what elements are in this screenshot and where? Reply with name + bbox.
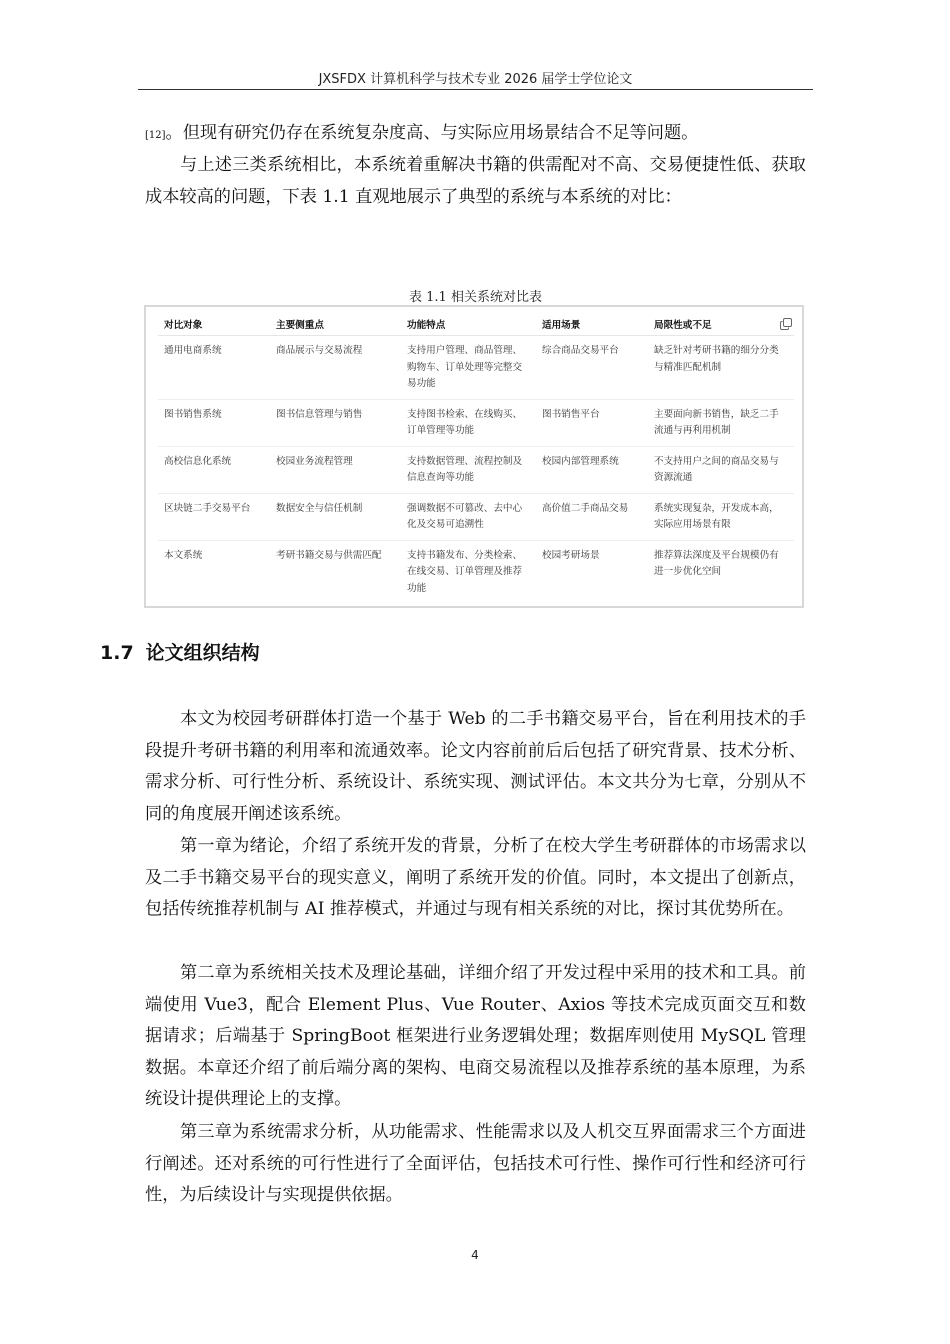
header-cell-scenario: 适用场景 [536, 313, 648, 336]
table-cell: 图书销售系统 [158, 399, 270, 446]
table-cell: 商品展示与交易流程 [270, 336, 401, 400]
body-paragraph-3: 第二章为系统相关技术及理论基础，详细介绍了开发过程中采用的技术和工具。前端使用 Vue3，配合 Element Plus、Vue Router、Axios 等技术完成页面交互和数据请求；后端基于 SpringBoot 框架进行业务逻辑处理；数据库则使用 MySQL 管理数据。本章还介绍了前后端分离的架构、电商交易流程以及推荐系统的基本原理，为系统设计提供理论上的支撑。 [145, 963, 806, 1110]
citation-marker: [12] [145, 130, 166, 141]
table-cell: 数据安全与信任机制 [270, 493, 401, 540]
table-cell: 支持数据管理、流程控制及信息查询等功能 [401, 446, 536, 493]
table-caption: 表 1.1 相关系统对比表 [409, 290, 542, 305]
table-cell: 支持书籍发布、分类检索、在线交易、订单管理及推荐功能 [407, 549, 523, 594]
table-cell: 图书销售平台 [536, 399, 648, 446]
table-cell: 考研书籍交易与供需匹配 [276, 549, 382, 561]
body-paragraph-4: 第三章为系统需求分析，从功能需求、性能需求以及人机交互界面需求三个方面进行阐述。还对系统的可行性进行了全面评估，包括技术可行性、操作可行性和经济可行性，为后续设计与实现提供依据。 [145, 1122, 806, 1206]
table-cell: 不支持用户之间的商品交易与资源流通 [648, 446, 794, 493]
section-number: 1.7 [100, 642, 134, 664]
header-rule [138, 89, 813, 90]
table-cell: 主要面向新书销售，缺乏二手流通与再利用机制 [648, 399, 794, 446]
copy-icon[interactable] [780, 318, 792, 330]
table-cell: 支持用户管理、商品管理、购物车、订单处理等完整交易功能 [401, 336, 536, 400]
page-number: 4 [471, 1248, 479, 1262]
table-cell: 推荐算法深度及平台规模仍有进一步优化空间 [654, 549, 779, 577]
table-cell: 通用电商系统 [158, 336, 270, 400]
table-cell: 图书信息管理与销售 [270, 399, 401, 446]
table-cell: 缺乏针对考研书籍的细分分类与精准匹配机制 [648, 336, 794, 400]
section-heading [100, 638, 260, 665]
header-cell-limitations-label: 局限性或不足 [654, 320, 712, 331]
header-cell-limitations [648, 313, 794, 336]
intro-paragraph: 与上述三类系统相比，本系统着重解决书籍的供需配对不高、交易便捷性低、获取成本较高的问题，下表 1.1 直观地展示了典型的系统与本系统的对比： [145, 155, 806, 207]
header-cell-focus: 主要侧重点 [270, 313, 401, 336]
table-header-row [158, 313, 794, 336]
header-cell-features: 功能特点 [401, 313, 536, 336]
table-cell: 校园业务流程管理 [270, 446, 401, 493]
body-paragraph-1: 本文为校园考研群体打造一个基于 Web 的二手书籍交易平台，旨在利用技术的手段提升考研书籍的利用率和流通效率。论文内容前前后后包括了研究背景、技术分析、需求分析、可行性分析、系统设计、系统实现、测试评估。本文共分为七章，分别从不同的角度展开阐述该系统。 [145, 709, 806, 824]
table-cell: 区块链二手交易平台 [158, 493, 270, 540]
table-cell: 校园内部管理系统 [536, 446, 648, 493]
table-row [158, 399, 794, 446]
table-cell: 本文系统 [164, 549, 203, 561]
header-cell-object: 对比对象 [158, 313, 270, 336]
comparison-table [158, 313, 794, 603]
body-paragraph-2: 第一章为绪论，介绍了系统开发的背景，分析了在校大学生考研群体的市场需求以及二手书籍交易平台的现实意义，阐明了系统开发的价值。同时，本文提出了创新点，包括传统推荐机制与 AI 推荐模式，并通过与现有相关系统的对比，探讨其优势所在。 [145, 836, 806, 920]
table-row [158, 493, 794, 540]
table-cell: 支持图书检索、在线购买、订单管理等功能 [401, 399, 536, 446]
running-header: JXSFDX 计算机科学与技术专业 2026 届学士学位论文 [318, 72, 633, 87]
table-cell: 系统实现复杂，开发成本高，实际应用场景有限 [648, 493, 794, 540]
table-cell: 高校信息化系统 [158, 446, 270, 493]
table-cell: 校园考研场景 [542, 549, 600, 561]
intro-line-text: 。但现有研究仍存在系统复杂度高、与实际应用场景结合不足等问题。 [165, 123, 699, 143]
section-title-text: 论文组织结构 [145, 642, 260, 664]
table-cell: 强调数据不可篡改、去中心化及交易可追溯性 [401, 493, 536, 540]
intro-line [145, 118, 806, 150]
table-cell: 综合商品交易平台 [536, 336, 648, 400]
table-row [158, 336, 794, 400]
comparison-table-frame [144, 305, 804, 608]
table-cell: 高价值二手商品交易 [536, 493, 648, 540]
table-row [158, 446, 794, 493]
table-row [158, 540, 794, 603]
